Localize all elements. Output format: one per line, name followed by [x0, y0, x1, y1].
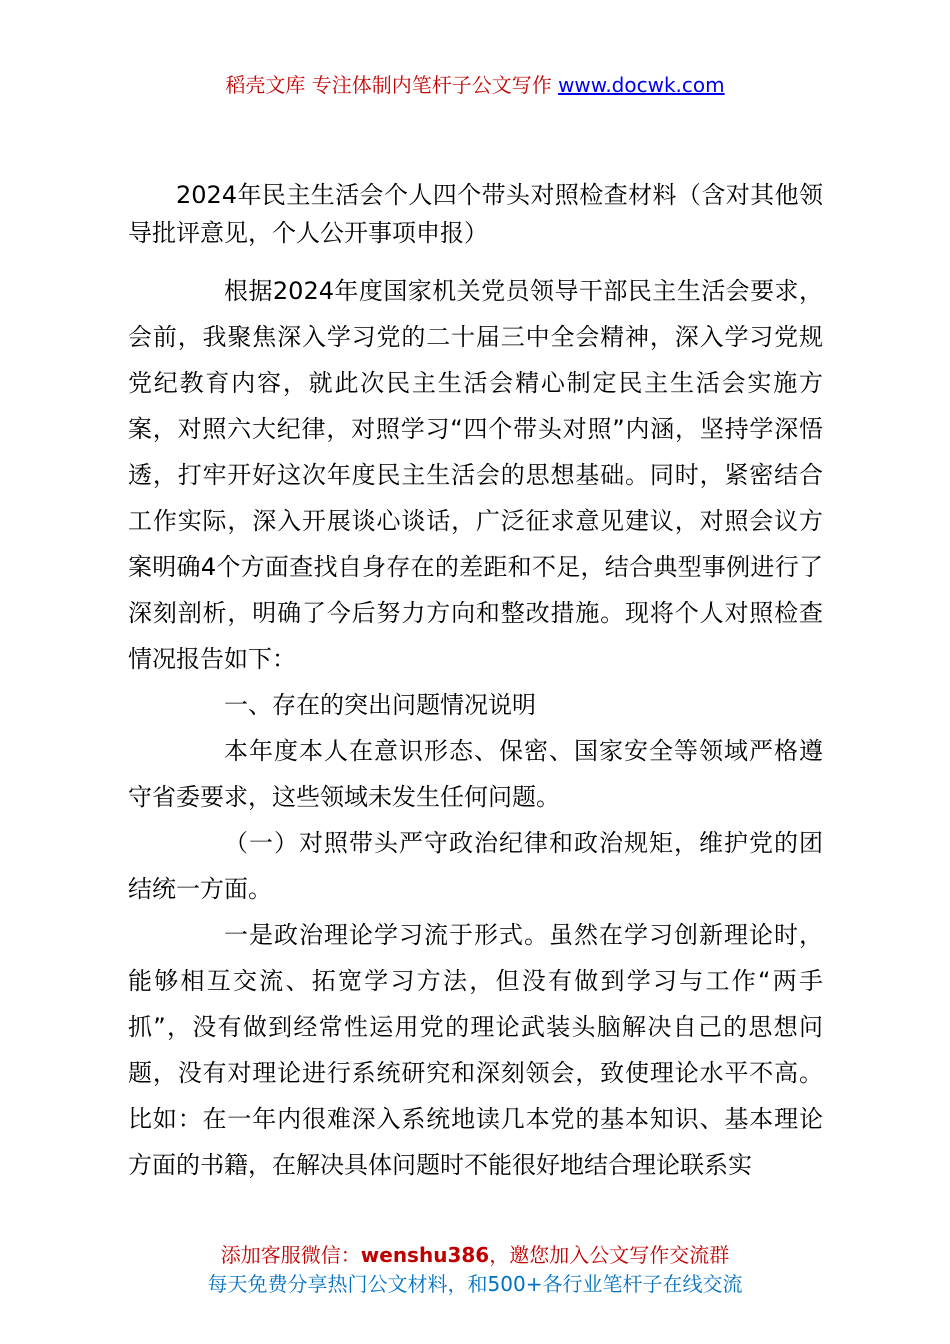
page-header [0, 70, 950, 100]
intro-paragraph: 根据2024年度国家机关党员领导干部民主生活会要求，会前，我聚焦深入学习党的二十届三中全会精神，深入学习党规党纪教育内容，就此次民主生活会精心制定民主生活会实施方案，对照六大纪律，对照学习“四个带头对照”内涵，坚持学深悟透，打牢开好这次年度民主生活会的思想基础。同时，紧密结合工作实际，深入开展谈心谈话，广泛征求意见建议，对照会议方案明确4个方面查找自身存在的差距和不足，结合典型事例进行了深刻剖析，明确了今后努力方向和整改措施。现将个人对照检查情况报告如下： [128, 277, 823, 673]
section-heading: 一、存在的突出问题情况说明 [224, 691, 536, 719]
footer-promo-line: 每天免费分享热门公文材料，和500+各行业笔杆子在线交流 [207, 1272, 743, 1296]
document-title: 2024年民主生活会个人四个带头对照检查材料（含对其他领导批评意见，个人公开事项申报） [128, 181, 823, 247]
sub-heading: （一）对照带头严守政治纪律和政治规矩，维护党的团结统一方面。 [128, 829, 823, 903]
document-body [128, 176, 823, 1188]
header-url-link[interactable]: www.docwk.com [558, 73, 725, 97]
header-brand-text: 稻壳文库 专注体制内笔杆子公文写作 [225, 73, 559, 97]
footer-contact-line [0, 1240, 950, 1270]
footer-wechat-id: wenshu386 [360, 1243, 490, 1267]
body-paragraph: 本年度本人在意识形态、保密、国家安全等领域严格遵守省委要求，这些领域未发生任何问题。 [128, 737, 823, 811]
body-paragraph: 一是政治理论学习流于形式。虽然在学习创新理论时，能够相互交流、拓宽学习方法，但没有做到学习与工作“两手抓”，没有做到经常性运用党的理论武装头脑解决自己的思想问题，没有对理论进行系统研究和深刻领会，致使理论水平不高。比如：在一年内很难深入系统地读几本党的基本知识、基本理论方面的书籍，在解决具体问题时不能很好地结合理论联系实 [128, 921, 823, 1179]
footer-prefix: 添加客服微信： [220, 1243, 361, 1267]
footer-suffix: ，邀您加入公文写作交流群 [489, 1243, 730, 1267]
